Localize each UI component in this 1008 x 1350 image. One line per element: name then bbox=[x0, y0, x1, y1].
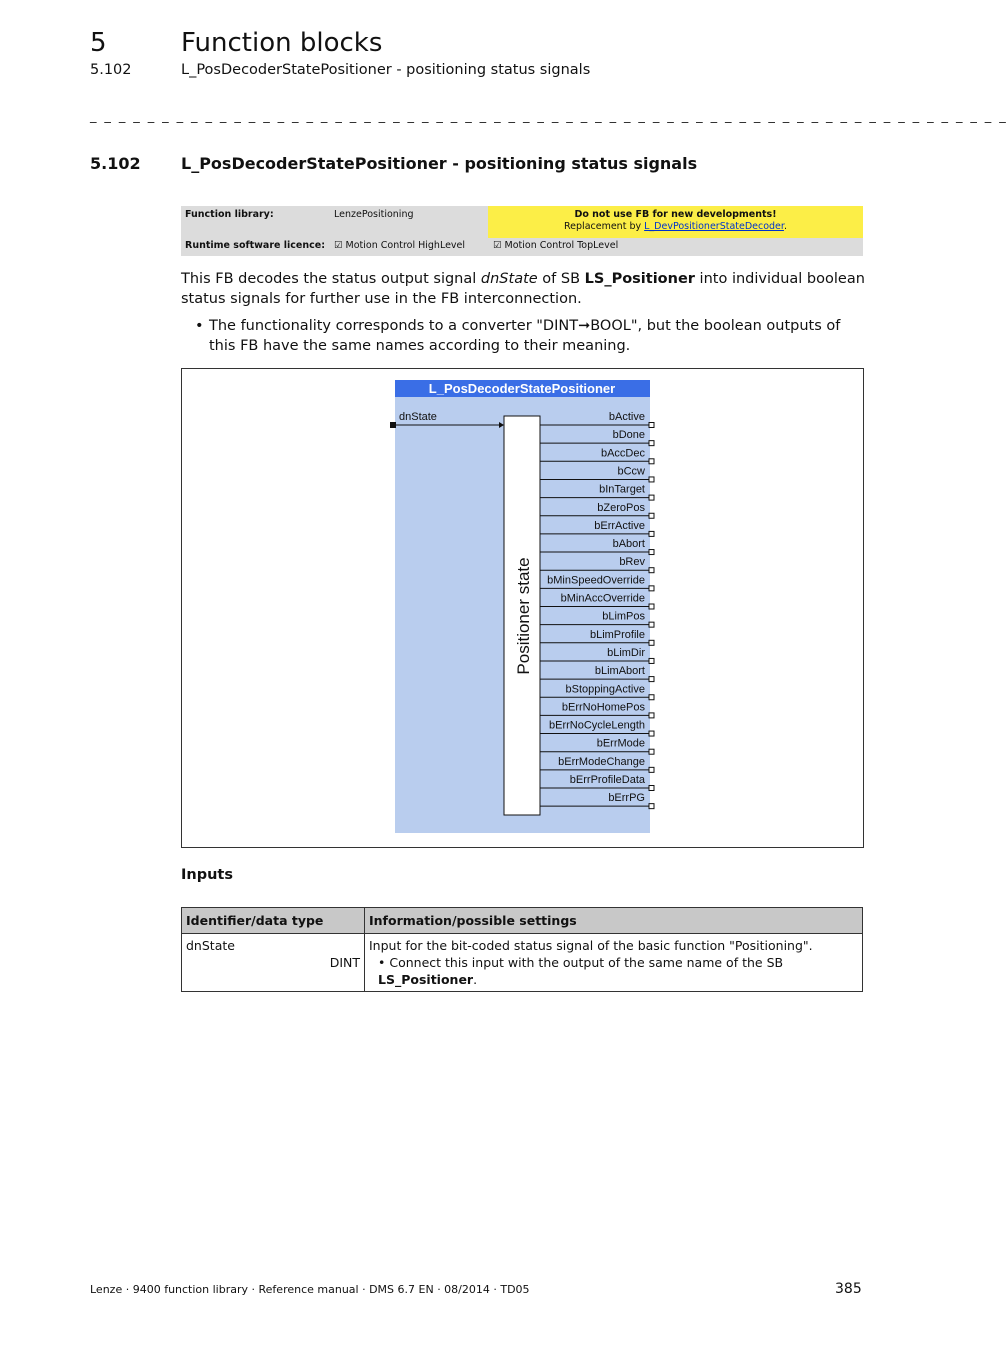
info-bullet bbox=[369, 954, 858, 988]
data-type: DINT bbox=[329, 955, 360, 970]
function-library-label: Function library: bbox=[181, 206, 329, 238]
decoder-label: Positioner state bbox=[514, 557, 533, 675]
output-label-bErrProfileData: bErrProfileData bbox=[569, 774, 645, 786]
output-port-bAccDec bbox=[649, 459, 654, 464]
page-number: 385 bbox=[835, 1281, 862, 1297]
output-label-bActive: bActive bbox=[608, 411, 645, 423]
output-port-bZeroPos bbox=[649, 513, 654, 518]
output-port-bDone bbox=[649, 441, 654, 446]
output-label-bErrMode: bErrMode bbox=[596, 737, 645, 750]
identifier: dnState bbox=[186, 938, 235, 953]
p1-text-c: into individual boolean status signals for further use in the FB interconnection. bbox=[181, 271, 865, 307]
output-port-bAbort bbox=[649, 550, 654, 555]
replacement-note bbox=[488, 221, 863, 233]
function-library-value: LenzePositioning bbox=[329, 206, 488, 238]
running-section-title: L_PosDecoderStatePositioner - positioning status signals bbox=[181, 62, 591, 78]
output-label-bLimProfile: bLimProfile bbox=[589, 628, 645, 641]
col-information-header: Information/possible settings bbox=[365, 908, 863, 934]
function-block-diagram bbox=[181, 368, 863, 847]
licence-toplevel: ☑ Motion Control TopLevel bbox=[493, 240, 619, 251]
output-port-bLimProfile bbox=[649, 640, 654, 645]
table-row bbox=[182, 934, 863, 992]
output-label-bAbort: bAbort bbox=[612, 538, 645, 551]
bullet-dot: • bbox=[195, 318, 204, 334]
replacement-suffix: . bbox=[783, 221, 787, 232]
output-port-bRev bbox=[649, 568, 654, 573]
output-port-bLimAbort bbox=[649, 677, 654, 682]
bullet-item bbox=[181, 316, 871, 356]
output-port-bCcw bbox=[649, 477, 654, 482]
replacement-link[interactable]: L_DevPositionerStateDecoder bbox=[644, 221, 784, 232]
output-label-bMinSpeedOverride: bMinSpeedOverride bbox=[547, 574, 645, 587]
p1-text-b: of SB bbox=[537, 271, 585, 287]
info-text: Input for the bit-coded status signal of the basic function "Positioning". bbox=[369, 938, 813, 953]
info-bullet-text: Connect this input with the output of the same name of the SB bbox=[389, 955, 784, 970]
inputs-heading: Inputs bbox=[181, 867, 233, 883]
output-port-bLimDir bbox=[649, 658, 654, 663]
warning-title: Do not use FB for new developments! bbox=[574, 209, 777, 220]
intro-paragraph bbox=[181, 269, 871, 309]
inputs-table bbox=[181, 907, 863, 992]
output-port-bErrModeChange bbox=[649, 767, 654, 772]
info-bullet-dot: • bbox=[378, 955, 386, 970]
output-label-bErrNoCycleLength: bErrNoCycleLength bbox=[549, 719, 645, 732]
p1-signal: dnState bbox=[480, 271, 538, 287]
output-label-bErrModeChange: bErrModeChange bbox=[558, 755, 645, 768]
p1-sb-link: LS_Positioner bbox=[584, 271, 695, 287]
inputs-header-row bbox=[182, 908, 863, 934]
output-label-bErrPG: bErrPG bbox=[608, 792, 645, 805]
replacement-prefix: Replacement by bbox=[564, 221, 645, 232]
output-port-bErrNoHomePos bbox=[649, 713, 654, 718]
output-label-bStoppingActive: bStoppingActive bbox=[565, 683, 645, 696]
output-port-bErrNoCycleLength bbox=[649, 731, 654, 736]
info-table bbox=[181, 206, 863, 238]
information-cell bbox=[365, 934, 863, 992]
input-port bbox=[390, 422, 396, 428]
output-label-bInTarget: bInTarget bbox=[599, 483, 645, 496]
input-label: dnState bbox=[399, 411, 437, 423]
col-identifier-header: Identifier/data type bbox=[182, 908, 365, 934]
output-label-bErrActive: bErrActive bbox=[594, 519, 645, 532]
output-port-bLimPos bbox=[649, 622, 654, 627]
section-heading-number: 5.102 bbox=[90, 154, 141, 173]
identifier-cell bbox=[182, 934, 365, 992]
output-port-bMinSpeedOverride bbox=[649, 586, 654, 591]
licence-label: Runtime software licence: bbox=[185, 240, 325, 251]
chapter-title: Function blocks bbox=[181, 28, 383, 58]
p1-text-a: This FB decodes the status output signal bbox=[181, 271, 481, 287]
output-label-bMinAccOverride: bMinAccOverride bbox=[560, 592, 645, 605]
output-port-bMinAccOverride bbox=[649, 604, 654, 609]
output-port-bInTarget bbox=[649, 495, 654, 500]
block-title: L_PosDecoderStatePositioner bbox=[428, 381, 616, 396]
footer-text: Lenze · 9400 function library · Reference manual · DMS 6.7 EN · 08/2014 · TD05 bbox=[90, 1283, 530, 1296]
output-port-bActive bbox=[649, 423, 654, 428]
output-label-bLimDir: bLimDir bbox=[607, 646, 645, 659]
output-label-bCcw: bCcw bbox=[617, 465, 645, 478]
chapter-number: 5 bbox=[90, 28, 107, 58]
output-label-bDone: bDone bbox=[612, 429, 645, 442]
bullet-text: The functionality corresponds to a converter "DINT➞BOOL", but the boolean outputs of this FB have the same names according to their meaning. bbox=[209, 318, 841, 354]
output-port-bErrProfileData bbox=[649, 786, 654, 791]
deprecation-warning bbox=[488, 206, 863, 238]
licence-row bbox=[181, 238, 863, 256]
info-bullet-sb: LS_Positioner bbox=[378, 972, 474, 987]
output-label-bZeroPos: bZeroPos bbox=[597, 501, 645, 514]
output-label-bRev: bRev bbox=[619, 556, 645, 569]
output-label-bLimPos: bLimPos bbox=[602, 610, 645, 623]
output-label-bErrNoHomePos: bErrNoHomePos bbox=[561, 701, 645, 714]
output-port-bErrActive bbox=[649, 531, 654, 536]
section-heading-title: L_PosDecoderStatePositioner - positioning status signals bbox=[181, 154, 698, 173]
info-bullet-end: . bbox=[473, 972, 478, 987]
output-port-bStoppingActive bbox=[649, 695, 654, 700]
dashed-separator: _ _ _ _ _ _ _ _ _ _ _ _ _ _ _ _ _ _ _ _ _ _ _ _ _ _ _ _ _ _ _ _ _ _ _ _ _ _ _ _ _ _ _ _ _ _ _ _ _ _ _ _ _ _ _ _ _ _ _ _ _ _ _ _ bbox=[90, 109, 1008, 124]
output-label-bLimAbort: bLimAbort bbox=[594, 665, 645, 678]
output-port-bErrMode bbox=[649, 749, 654, 754]
licence-highlevel: ☑ Motion Control HighLevel bbox=[334, 240, 466, 251]
output-label-bAccDec: bAccDec bbox=[600, 447, 645, 460]
output-port-bErrPG bbox=[649, 804, 654, 809]
running-section-number: 5.102 bbox=[90, 62, 132, 78]
